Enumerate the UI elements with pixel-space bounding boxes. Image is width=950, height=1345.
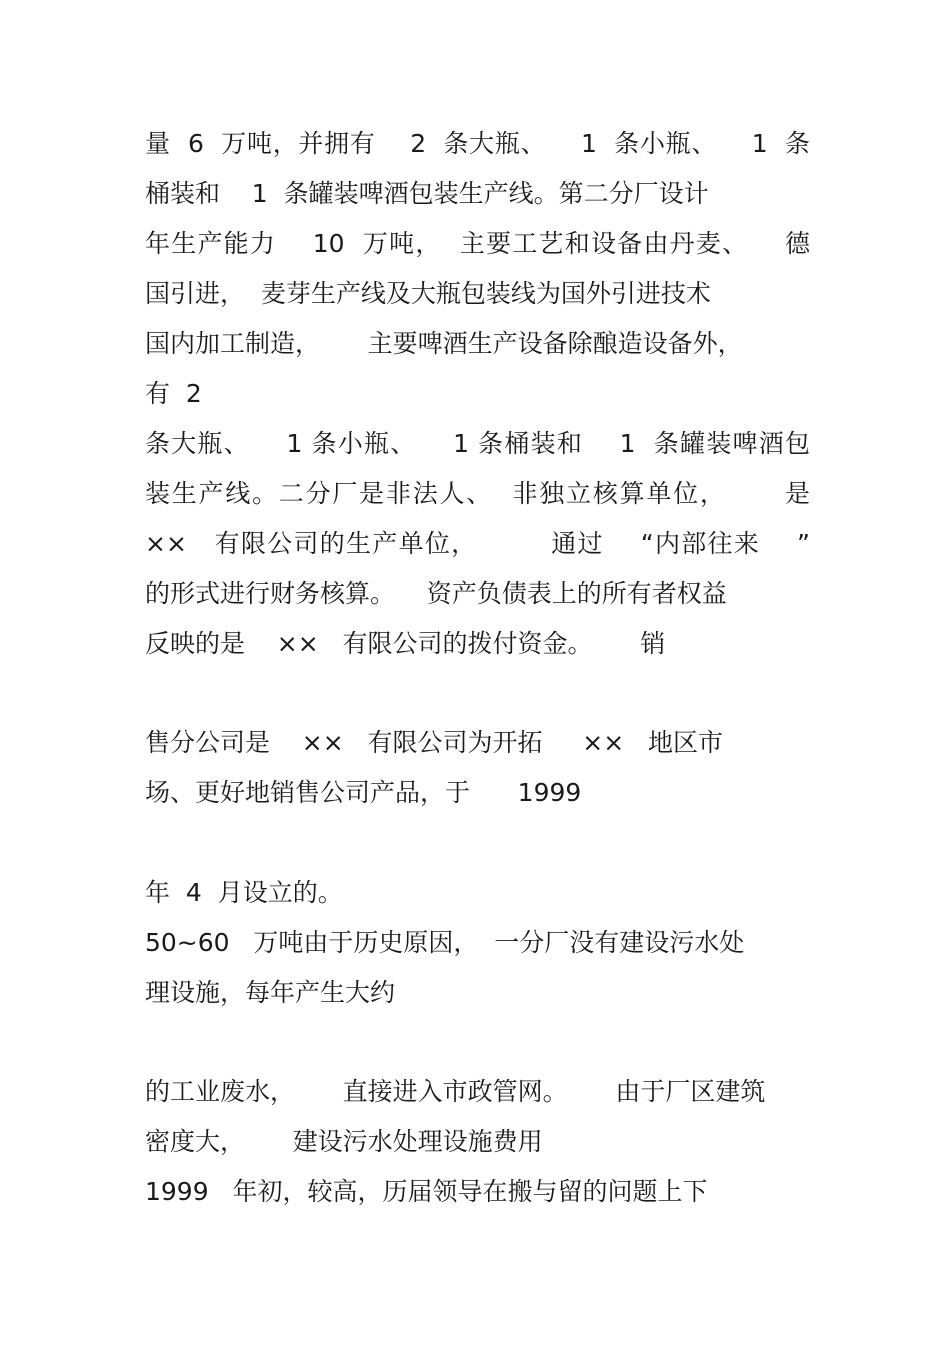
text-line: 有 2 bbox=[145, 379, 202, 408]
text-line: 密度大， 建设污水处理设施费用 bbox=[145, 1127, 543, 1156]
text-line: 装生产线。二分厂是非法人、 非独立核算单位， 是 bbox=[145, 479, 810, 508]
text-line: 年生产能力 10 万吨， 主要工艺和设备由丹麦、 德 bbox=[145, 229, 810, 258]
text-line: 的形式进行财务核算。 资产负债表上的所有者权益 bbox=[145, 579, 727, 608]
text-line: 国内加工制造， 主要啤酒生产设备除酿造设备外， bbox=[145, 329, 743, 358]
text-line: 年 4 月设立的。 bbox=[145, 878, 343, 907]
text-line: 50~60 万吨由于历史原因， 一分厂没有建设污水处 bbox=[145, 928, 745, 957]
text-line: 理设施，每年产生大约 bbox=[145, 978, 396, 1007]
text-line: 桶装和 1 条罐装啤酒包装生产线。第二分厂设计 bbox=[145, 179, 709, 208]
text-line: 条大瓶、 1 条小瓶、 1 条桶装和 1 条罐装啤酒包 bbox=[145, 429, 810, 458]
text-line: 1999 年初，较高，历届领导在搬与留的问题上下 bbox=[145, 1177, 708, 1206]
text-line: 的工业废水， 直接进入市政管网。 由于厂区建筑 bbox=[145, 1077, 766, 1106]
text-line: 场、更好地销售公司产品，于 1999 bbox=[145, 778, 582, 807]
text-line: 国引进， 麦芽生产线及大瓶包装线为国外引进技术 bbox=[145, 279, 711, 308]
text-line: 反映的是 ×× 有限公司的拨付资金。 销 bbox=[145, 629, 666, 658]
text-line: 售分公司是 ×× 有限公司为开拓 ×× 地区市 bbox=[145, 728, 723, 757]
text-line: ×× 有限公司的生产单位， 通过 “内部往来 ” bbox=[145, 529, 810, 558]
text-line: 量 6 万吨，并拥有 2 条大瓶、 1 条小瓶、 1 条 bbox=[145, 129, 810, 158]
